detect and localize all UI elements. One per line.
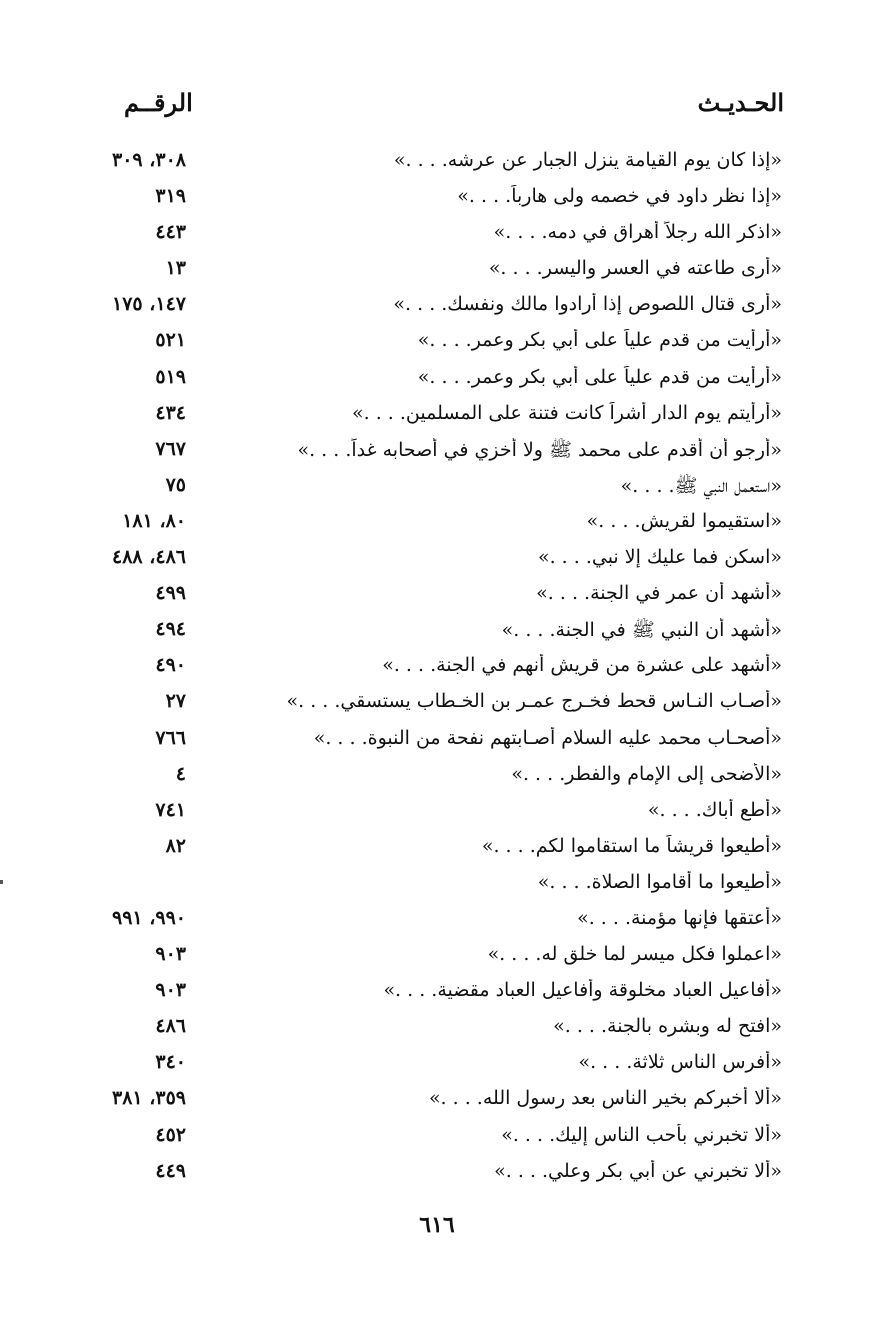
list-item <box>0 364 874 400</box>
hadith-text: «ألا أخبركم بخير الناس بعد رسول الله. . . .» <box>428 1087 782 1110</box>
page-number: ٦١٦ <box>419 1212 455 1238</box>
list-item <box>0 291 874 327</box>
list-item <box>0 183 874 219</box>
list-item <box>0 580 874 616</box>
list-item <box>0 761 874 797</box>
hadith-text: «أطيعوا قريشاً ما استقاموا لكم. . . .» <box>481 834 782 857</box>
list-item <box>0 905 874 941</box>
reference-numbers: ٥٢١ <box>155 329 186 352</box>
hadith-text: «اذكر الله رجلاً أهراق في دمه. . . .» <box>493 221 782 244</box>
reference-numbers: ٤٨٦، ٤٨٨ <box>112 546 186 569</box>
number-column-heading: الرقــم <box>124 88 193 117</box>
reference-numbers: ٨٠، ١٨١ <box>122 509 186 532</box>
hadith-text: «استقيموا لقريش. . . .» <box>586 509 782 532</box>
list-item <box>0 797 874 833</box>
list-item <box>0 219 874 255</box>
list-item <box>0 436 874 472</box>
list-item <box>0 255 874 291</box>
reference-numbers: ٩٩٠، ٩٩١ <box>112 906 186 929</box>
reference-numbers: ٤٩٤ <box>155 618 186 641</box>
hadith-column-heading: الحـديـث <box>697 88 784 117</box>
hadith-text: «اسكن فما عليك إلا نبي. . . .» <box>537 546 782 569</box>
list-item <box>0 1049 874 1085</box>
margin-mark <box>0 880 3 884</box>
hadith-index-list <box>0 147 874 1194</box>
list-item <box>0 869 874 905</box>
reference-numbers: ٣٥٩، ٣٨١ <box>112 1087 186 1110</box>
reference-numbers: ٤٤٣ <box>155 221 186 244</box>
list-item <box>0 327 874 363</box>
reference-numbers: ١٣ <box>165 257 186 280</box>
list-item <box>0 977 874 1013</box>
reference-numbers: ٤٥٢ <box>155 1123 186 1146</box>
hadith-text: «الأضحى إلى الإمام والفطر. . . .» <box>511 762 782 785</box>
list-item <box>0 400 874 436</box>
list-item <box>0 1085 874 1121</box>
list-item <box>0 472 874 508</box>
list-item <box>0 941 874 977</box>
reference-numbers: ٧٤١ <box>155 798 186 821</box>
list-item <box>0 1013 874 1049</box>
list-item <box>0 147 874 183</box>
reference-numbers: ١٤٧، ١٧٥ <box>112 293 186 316</box>
list-item <box>0 508 874 544</box>
hadith-text: «أفاعيل العباد مخلوقة وأفاعيل العباد مقضية. . . .» <box>383 979 782 1002</box>
reference-numbers: ٤٨٦ <box>155 1015 186 1038</box>
hadith-text: «أرى قتال اللصوص إذا أرادوا مالك ونفسك. . . .» <box>393 293 782 316</box>
list-item <box>0 616 874 652</box>
list-item <box>0 1158 874 1194</box>
hadith-text: «أشهد أن النبي ﷺ في الجنة. . . .» <box>501 619 782 642</box>
reference-numbers: ٧٥ <box>165 473 186 496</box>
list-item <box>0 544 874 580</box>
hadith-text: «أرأيت من قدم علياً على أبي بكر وعمر. . . .» <box>417 329 782 352</box>
reference-numbers: ٤٩٩ <box>155 582 186 605</box>
hadith-text: «أرأيت من قدم علياً على أبي بكر وعمر. . . .» <box>417 365 782 388</box>
hadith-text: «أرأيتم يوم الدار أشراً كانت فتنة على المسلمين. . . .» <box>352 401 782 424</box>
reference-numbers: ٢٧ <box>165 690 186 713</box>
reference-numbers: ٤٩٠ <box>155 654 186 677</box>
reference-numbers: ٣٤٠ <box>155 1051 186 1074</box>
reference-numbers: ٤٤٩ <box>155 1159 186 1182</box>
reference-numbers: ٩٠٣ <box>155 943 186 966</box>
hadith-text: «إذا كان يوم القيامة ينزل الجبار عن عرشه. . . .» <box>393 149 782 171</box>
hadith-text: «أعتقها فإنها مؤمنة. . . .» <box>577 906 782 929</box>
hadith-text: «أطيعوا ما أقاموا الصلاة. . . .» <box>537 870 782 893</box>
hadith-text: «ألا تخبرني عن أبي بكر وعلي. . . .» <box>494 1159 782 1182</box>
hadith-text: «أصـاب النـاس قحط فخـرج عمـر بن الخـطاب يستسقي. . . .» <box>286 690 782 713</box>
list-item <box>0 725 874 761</box>
hadith-text: «أرى طاعته في العسر واليسر. . . .» <box>488 257 782 280</box>
list-item <box>0 1122 874 1158</box>
hadith-text: «افتح له وبشره بالجنة. . . .» <box>553 1015 782 1038</box>
reference-numbers: ٨٢ <box>165 834 186 857</box>
reference-numbers: ٥١٩ <box>155 365 186 388</box>
hadith-text: «أفرس الناس ثلاثة. . . .» <box>578 1051 782 1074</box>
hadith-text: «اعملوا فكل ميسر لما خلق له. . . .» <box>487 943 782 966</box>
table-header <box>0 88 874 128</box>
reference-numbers: ٧٦٧ <box>155 437 186 460</box>
reference-numbers: ٤٣٤ <box>155 401 186 424</box>
reference-numbers: ٣١٩ <box>155 185 186 208</box>
reference-numbers: ٤ <box>175 762 186 785</box>
hadith-text: «أطع أباك. . . .» <box>647 798 782 821</box>
list-item <box>0 688 874 724</box>
reference-numbers: ٧٦٦ <box>155 726 186 749</box>
hadith-text: «أرجو أن أقدم على محمد ﷺ ولا أخزي في أصحابه غداً. . . .» <box>297 438 782 461</box>
reference-numbers: ٩٠٣ <box>155 979 186 1002</box>
hadith-text: «أشهد أن عمر في الجنة. . . .» <box>536 582 782 605</box>
reference-numbers: ٣٠٨، ٣٠٩ <box>112 149 186 171</box>
list-item <box>0 652 874 688</box>
hadith-text: «أصحـاب محمد عليه السلام أصـابتهم نفحة من النبوة. . . .» <box>313 726 782 749</box>
hadith-text: «إذا نظر داود في خصمه ولى هارباً. . . .» <box>457 185 782 208</box>
list-item <box>0 833 874 869</box>
hadith-text: «أشهد على عشرة من قريش أنهم في الجنة. . . .» <box>382 654 782 677</box>
hadith-text: «ألا تخبرني بأحب الناس إليك. . . .» <box>501 1123 782 1146</box>
hadith-text: «استعمل النبي ﷺ. . . .» <box>620 474 782 497</box>
